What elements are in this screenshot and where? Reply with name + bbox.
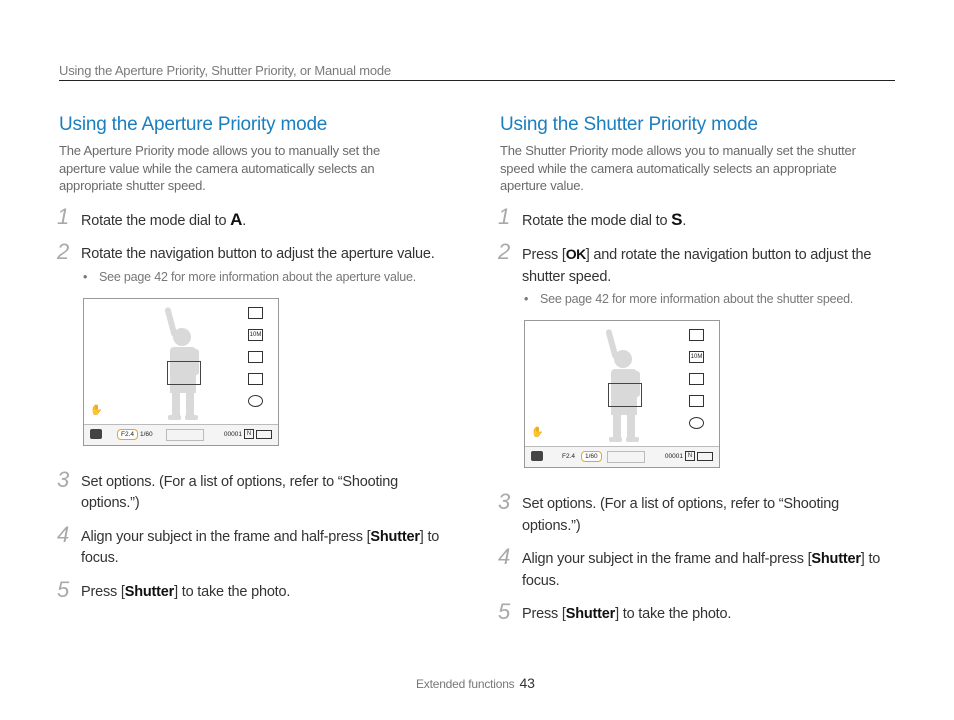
shutter-key-label: Shutter — [370, 528, 420, 545]
quality-icon — [689, 373, 704, 385]
camera-mode-icon — [531, 451, 543, 461]
step-text-end: . — [682, 212, 687, 229]
shutter-value: 1/60 — [581, 451, 602, 462]
status-bar — [84, 424, 278, 445]
step-number: 5 — [498, 599, 511, 624]
quality-icon — [248, 351, 263, 363]
shutter-key-label: Shutter — [811, 551, 861, 567]
ok-button-icon: OK — [565, 246, 586, 262]
shutter-priority-section — [500, 114, 900, 638]
step-number: 2 — [57, 239, 70, 264]
step-text: Align your subject in the frame and half-press [ — [81, 528, 371, 545]
section-intro: The Shutter Priority mode allows you to manually set the shutter speed while the camera automatically selects an appropriate aperture value. — [500, 143, 856, 193]
step-text: Rotate the mode dial to — [81, 212, 231, 229]
shutter-mode-icon: S — [671, 209, 683, 229]
step-3 — [498, 489, 898, 537]
step-5 — [57, 576, 457, 604]
stabilization-icon: ✋ — [90, 404, 103, 416]
aperture-mode-icon: A — [230, 209, 243, 229]
step-text-end: ] to focus. — [81, 528, 440, 566]
battery-icon — [697, 452, 713, 461]
step-number: 1 — [57, 203, 70, 229]
note: • See page 42 for more information about the aperture value. — [59, 270, 459, 284]
camera-screen-illustration — [83, 298, 279, 446]
step-number: 4 — [498, 544, 511, 569]
step-text-end: ] to focus. — [522, 551, 881, 589]
metering-icon — [248, 373, 263, 385]
resolution-icon: 10M — [689, 351, 704, 363]
header-divider — [59, 80, 895, 81]
step-1 — [57, 203, 457, 233]
step-5 — [498, 599, 898, 626]
flash-off-icon — [689, 417, 704, 429]
battery-icon — [256, 430, 272, 439]
step-text: Press [ — [81, 583, 125, 600]
step-text: Align your subject in the frame and half-press [ — [522, 551, 812, 567]
step-1 — [498, 203, 898, 233]
aperture-value: F2.4 — [117, 429, 138, 440]
camera-mode-icon — [90, 429, 102, 439]
shutter-value: 1/60 — [140, 430, 153, 438]
page-number: 43 — [519, 675, 535, 691]
mode-badge: N — [244, 429, 254, 439]
section-intro: The Aperture Priority mode allows you to manually set the aperture value while the camera automatically selects an appropriate shutter speed. — [59, 143, 380, 193]
exposure-scale — [607, 451, 645, 463]
resolution-icon: 10M — [248, 329, 263, 341]
image-size-icon — [248, 307, 263, 319]
step-2 — [57, 239, 457, 266]
section-title: Using the Shutter Priority mode — [500, 114, 758, 135]
step-text: Rotate the navigation button to adjust the aperture value. — [81, 246, 435, 262]
step-number: 3 — [498, 489, 511, 514]
step-2 — [498, 239, 898, 288]
step-text: Set options. (For a list of options, refer to “Shooting options.”) — [522, 496, 840, 534]
aperture-priority-section — [59, 114, 459, 615]
mode-badge: N — [685, 451, 695, 461]
step-number: 4 — [57, 521, 70, 547]
step-4 — [498, 544, 898, 592]
step-text: Rotate the mode dial to — [522, 212, 672, 229]
image-size-icon — [689, 329, 704, 341]
stabilization-icon: ✋ — [531, 427, 544, 438]
shot-counter: 00001 — [223, 430, 242, 438]
step-text: Set options. (For a list of options, refer to “Shooting options.”) — [81, 473, 399, 511]
exposure-scale — [166, 429, 204, 441]
camera-screen-illustration — [524, 320, 720, 468]
page-footer — [416, 675, 535, 691]
step-text-end: ] to take the photo. — [174, 583, 291, 600]
shutter-key-label: Shutter — [124, 583, 175, 600]
flash-off-icon — [248, 395, 263, 407]
shutter-key-label: Shutter — [565, 606, 616, 622]
section-title: Using the Aperture Priority mode — [59, 114, 328, 135]
step-text-end: ] to take the photo. — [615, 606, 732, 622]
note: • See page 42 for more information about the shutter speed. — [500, 292, 900, 306]
step-number: 3 — [57, 466, 70, 492]
step-number: 5 — [57, 576, 70, 602]
step-3 — [57, 466, 457, 515]
step-number: 2 — [498, 239, 511, 264]
step-text: Press [ — [522, 606, 566, 622]
step-text: Press [ — [522, 247, 566, 263]
breadcrumb: Using the Aperture Priority, Shutter Priority, or Manual mode — [59, 63, 391, 78]
shot-counter: 00001 — [664, 453, 683, 460]
step-text-end: ] and rotate the navigation button to adjust the shutter speed. — [522, 247, 872, 285]
aperture-value: F2.4 — [562, 453, 576, 460]
side-status-icons — [689, 329, 705, 439]
metering-icon — [689, 395, 704, 407]
step-text-end: . — [242, 212, 247, 229]
focus-frame — [608, 383, 642, 407]
status-bar — [525, 446, 719, 467]
side-status-icons — [248, 307, 264, 417]
step-number: 1 — [498, 203, 511, 229]
focus-frame — [167, 361, 201, 385]
footer-section: Extended functions — [416, 677, 515, 691]
step-4 — [57, 521, 457, 570]
